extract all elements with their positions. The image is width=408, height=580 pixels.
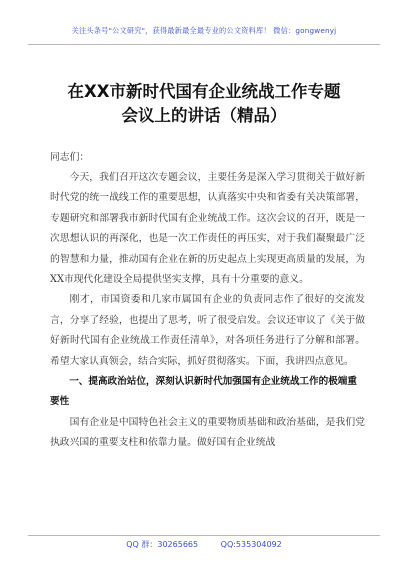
- paragraph: 国有企业是中国特色社会主义的重要物质基础和政治基础，是我们党执政兴国的重要支柱和依靠力量。做好国有企业统战: [50, 416, 365, 449]
- document-title: [0, 80, 408, 128]
- title-line-1: 在XX市新时代国有企业统战工作专题: [67, 82, 341, 101]
- qq-group: QQ 群：30265665: [126, 540, 199, 549]
- header-divider: [28, 44, 380, 45]
- section-heading: 一、提高政治站位，深刻认识新时代加强国有企业统战工作的极端重要性: [50, 376, 357, 408]
- paragraph: 今天，我们召开这次专题会议，主要任务是深入学习贯彻关于做好新时代党的统一战线工作的重要思想，认真落实中央和省委有关决策部署，专题研究和部署我市新时代国有企业统战工作。这次会议的召开，既是一次思想认识的再深化，也是一次工作责任的再压实，对于我们凝聚最广泛的智慧和力量，推动国有企业在新的历史起点上实现更高质量的发展，为XX市现代化建设全局提供坚实支撑，具有十分重要的意义。: [50, 172, 365, 286]
- header-note: 关注头条号"公文研究"，获得最新最全最专业的公文资料库！ 微信：gongwenyj: [71, 26, 337, 35]
- title-line-2: 会议上的讲话（精品）: [121, 106, 287, 125]
- qq-number: QQ:535304092: [220, 540, 282, 549]
- salutation: 同志们：: [50, 152, 90, 163]
- footer-note: [0, 539, 408, 550]
- paragraph: 刚才，市国资委和几家市属国有企业的负责同志作了很好的交流发言，分享了经验，也提出了思考，听了很受启发。会议还审议了《关于做好新时代国有企业统战工作责任清单》，对各项任务进行了分解和部署。希望大家认真领会，结合实际，抓好贯彻落实。下面，我讲四点意见。: [50, 294, 365, 367]
- document-body: [50, 168, 365, 454]
- footer-divider: [28, 535, 380, 536]
